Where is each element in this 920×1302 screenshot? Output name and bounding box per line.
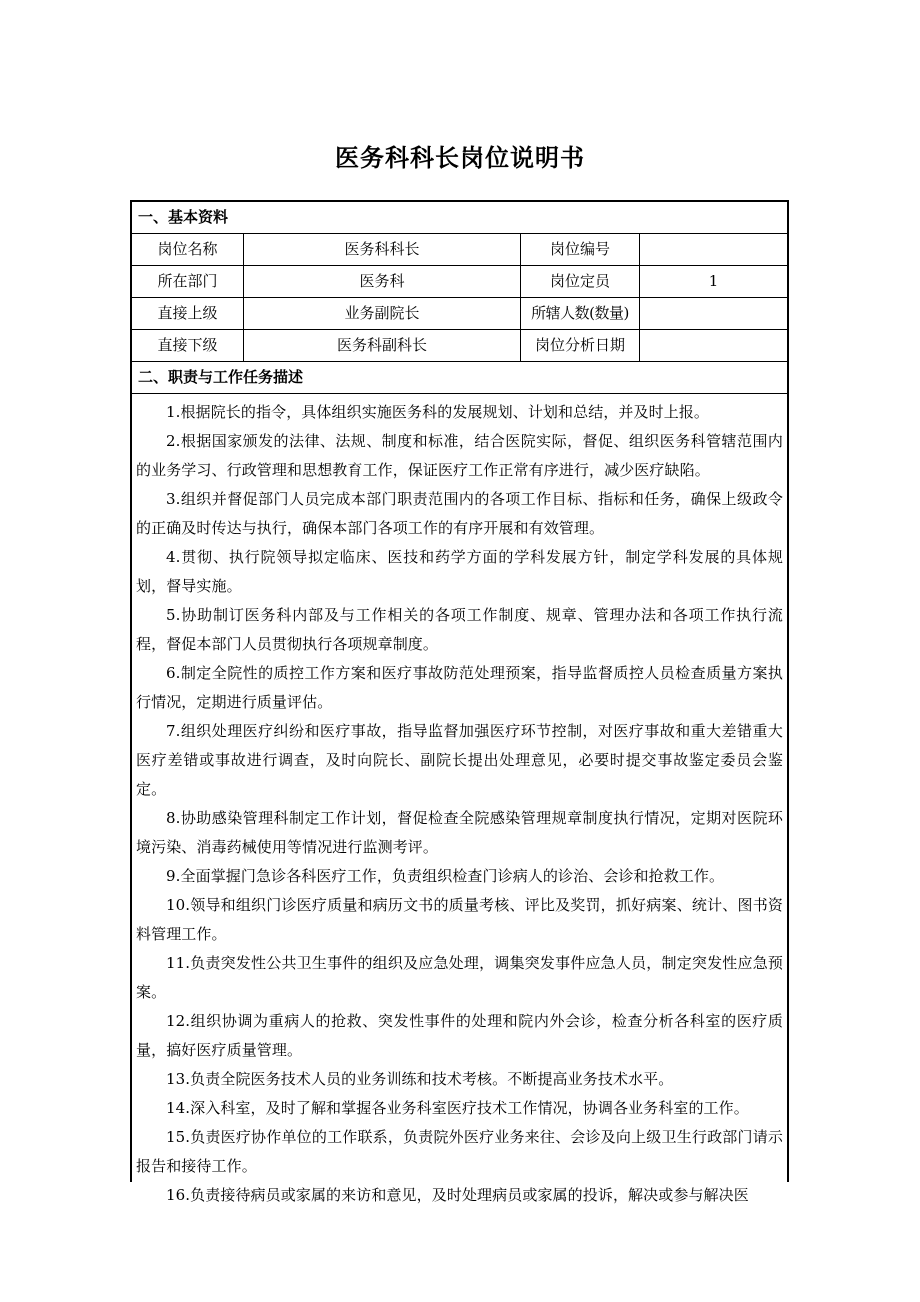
list-item: 14.深入科室，及时了解和掌握各业务科室医疗技术工作情况，协调各业务科室的工作。 [166,1099,749,1117]
field-label: 岗位名称 [157,240,218,258]
list-item: 16.负责接待病员或家属的来访和意见，及时处理病员或家属的投诉，解决或参与解决医 [166,1186,749,1204]
list-item: 9.全面掌握门急诊各科医疗工作，负责组织检查门诊病人的诊治、会诊和抢救工作。 [166,867,725,885]
field-label: 直接下级 [157,336,218,354]
field-label: 岗位定员 [549,272,610,290]
field-value: 医务科副科长 [336,336,427,354]
divider [132,393,787,394]
field-label: 所在部门 [157,272,218,290]
field-value [640,330,787,361]
field-value: 1 [708,272,719,290]
field-label: 直接上级 [157,304,218,322]
list-item: 15.负责医疗协作单位的工作联系，负责院外医疗业务来往、会诊及向上级卫生行政部门请示报告和接待工作。 [136,1128,783,1175]
list-item: 3.组织并督促部门人员完成本部门职责范围内的各项工作目标、指标和任务，确保上级政令的正确及时传达与执行，确保本部门各项工作的有序开展和有效管理。 [136,490,783,537]
field-value [640,234,787,265]
list-item: 6.制定全院性的质控工作方案和医疗事故防范处理预案，指导监督质控人员检查质量方案执行情况，定期进行质量评估。 [136,664,783,711]
duty-list [136,398,783,1210]
list-item: 4.贯彻、执行院领导拟定临床、医技和药学方面的学科发展方针，制定学科发展的具体规划，督导实施。 [136,548,783,595]
list-item: 12.组织协调为重病人的抢救、突发性事件的处理和院内外会诊，检查分析各科室的医疗质量，搞好医疗质量管理。 [136,1012,783,1059]
list-item: 8.协助感染管理科制定工作计划，督促检查全院感染管理规章制度执行情况，定期对医院环境污染、消毒药械使用等情况进行监测考评。 [136,809,783,856]
list-item: 7.组织处理医疗纠纷和医疗事故，指导监督加强医疗环节控制，对医疗事故和重大差错重大医疗差错或事故进行调查，及时向院长、副院长提出处理意见，必要时提交事故鉴定委员会鉴定。 [136,722,783,798]
field-label: 所辖人数(数量) [531,304,629,322]
list-item: 11.负责突发性公共卫生事件的组织及应急处理，调集突发事件应急人员，制定突发性应急预案。 [136,954,783,1001]
list-item: 1.根据院长的指令，具体组织实施医务科的发展规划、计划和总结，并及时上报。 [166,403,710,421]
field-value: 医务科 [359,272,405,290]
job-description-table [130,200,789,1204]
section-basic-info-heading: 一、基本资料 [138,208,229,226]
field-label: 岗位分析日期 [534,336,625,354]
list-item: 5.协助制订医务科内部及与工作相关的各项工作制度、规章、管理办法和各项工作执行流程，督促本部门人员贯彻执行各项规章制度。 [136,606,783,653]
section-duties-heading: 二、职责与工作任务描述 [138,368,304,386]
list-item: 10.领导和组织门诊医疗质量和病历文书的质量考核、评比及奖罚，抓好病案、统计、图书资料管理工作。 [136,896,783,943]
list-item: 2.根据国家颁发的法律、法规、制度和标准，结合医院实际，督促、组织医务科管辖范围内的业务学习、行政管理和思想教育工作，保证医疗工作正常有序进行，减少医疗缺陷。 [136,432,783,479]
field-value [640,298,787,329]
field-label: 岗位编号 [549,240,610,258]
field-value: 业务副院长 [344,304,420,322]
page-title: 医务科科长岗位说明书 [335,144,585,172]
field-value: 医务科科长 [344,240,420,258]
list-item: 13.负责全院医务技术人员的业务训练和技术考核。不断提高业务技术水平。 [166,1070,674,1088]
